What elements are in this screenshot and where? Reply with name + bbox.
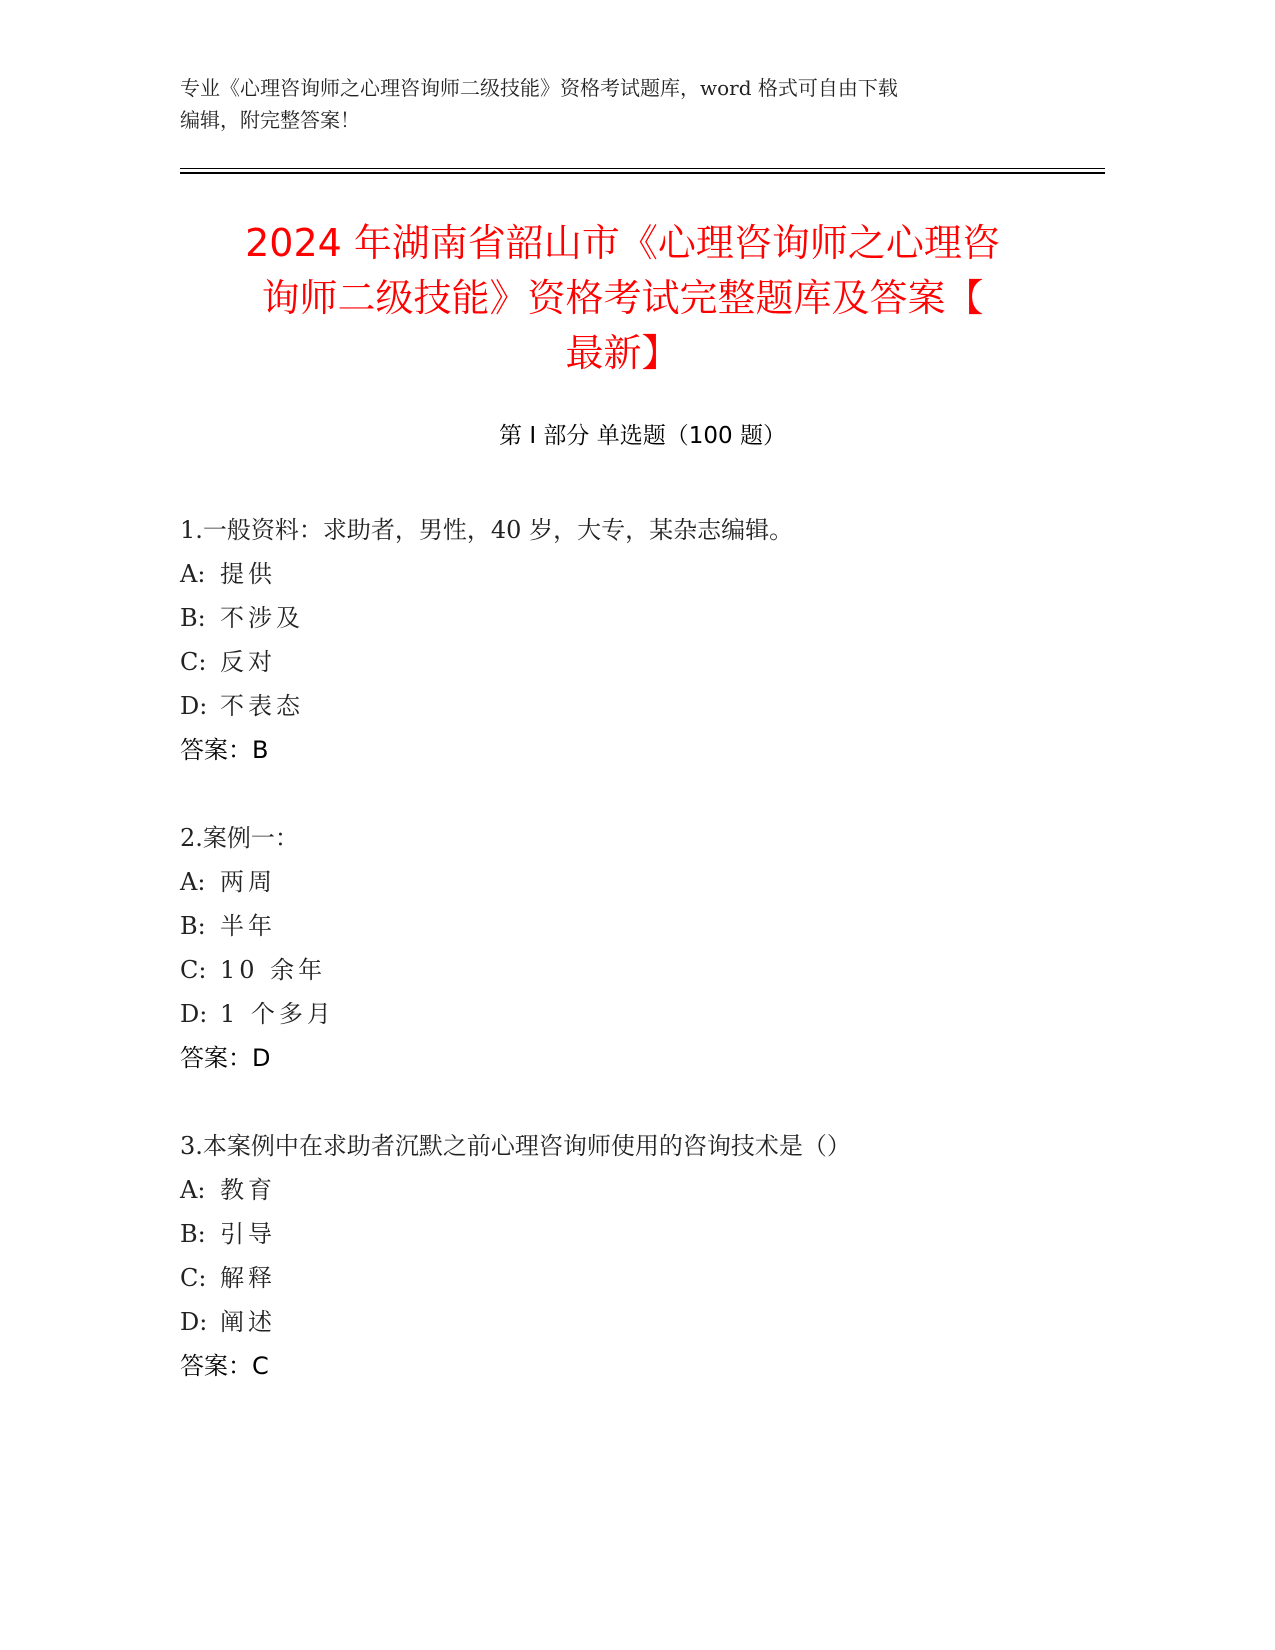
option-text: 引导 [220, 1220, 276, 1248]
option-d [180, 1300, 1105, 1344]
option-b [180, 1212, 1105, 1256]
option-letter: D: [180, 1308, 208, 1336]
option-a [180, 552, 1105, 596]
option-text: 解释 [220, 1264, 276, 1292]
answer-line: 答案：B [180, 736, 269, 764]
header-line-1: 专业《心理咨询师之心理咨询师二级技能》资格考试题库，word 格式可自由下载 [180, 76, 898, 100]
option-text: 两周 [220, 868, 276, 896]
option-letter: B: [180, 1220, 206, 1248]
option-letter: B: [180, 604, 206, 632]
option-letter: A: [180, 1176, 206, 1204]
question-stem: 2.案例一： [180, 824, 299, 852]
title-line-3: 最新】 [565, 331, 680, 375]
option-text: 提供 [220, 560, 276, 588]
header-divider-thick [180, 172, 1105, 174]
question-item [180, 508, 1105, 772]
option-c [180, 948, 1105, 992]
header-line-2: 编辑，附完整答案！ [180, 108, 360, 132]
document-header [180, 72, 1080, 136]
option-text: 不表态 [220, 692, 304, 720]
title-line-2: 询师二级技能》资格考试完整题库及答案【 [261, 276, 984, 320]
option-letter: C: [180, 956, 207, 984]
question-item [180, 816, 1105, 1080]
option-text: 半年 [220, 912, 276, 940]
option-a [180, 860, 1105, 904]
option-text: 反对 [220, 648, 276, 676]
header-divider-thin [180, 168, 1105, 169]
option-d [180, 684, 1105, 728]
question-stem: 1.一般资料：求助者，男性，40 岁，大专，某杂志编辑。 [180, 516, 794, 544]
option-text: 阐述 [220, 1308, 276, 1336]
option-text: 10 余年 [220, 956, 327, 984]
option-letter: B: [180, 912, 206, 940]
title-line-1: 2024 年湖南省韶山市《心理咨询师之心理咨 [245, 221, 1000, 265]
option-letter: A: [180, 560, 206, 588]
option-text: 1 个多月 [220, 1000, 335, 1028]
option-b [180, 596, 1105, 640]
section-heading: 第 I 部分 单选题（100 题） [499, 423, 786, 449]
option-letter: D: [180, 692, 208, 720]
question-list [180, 508, 1105, 1432]
option-letter: A: [180, 868, 206, 896]
document-title [160, 216, 1085, 381]
option-letter: C: [180, 1264, 207, 1292]
option-c [180, 640, 1105, 684]
answer-line: 答案：C [180, 1352, 269, 1380]
option-d [180, 992, 1105, 1036]
answer-line: 答案：D [180, 1044, 271, 1072]
option-text: 不涉及 [220, 604, 304, 632]
option-text: 教育 [220, 1176, 276, 1204]
question-stem: 3.本案例中在求助者沉默之前心理咨询师使用的咨询技术是（） [180, 1132, 851, 1160]
option-letter: D: [180, 1000, 208, 1028]
option-letter: C: [180, 648, 207, 676]
option-a [180, 1168, 1105, 1212]
question-item [180, 1124, 1105, 1388]
option-b [180, 904, 1105, 948]
option-c [180, 1256, 1105, 1300]
